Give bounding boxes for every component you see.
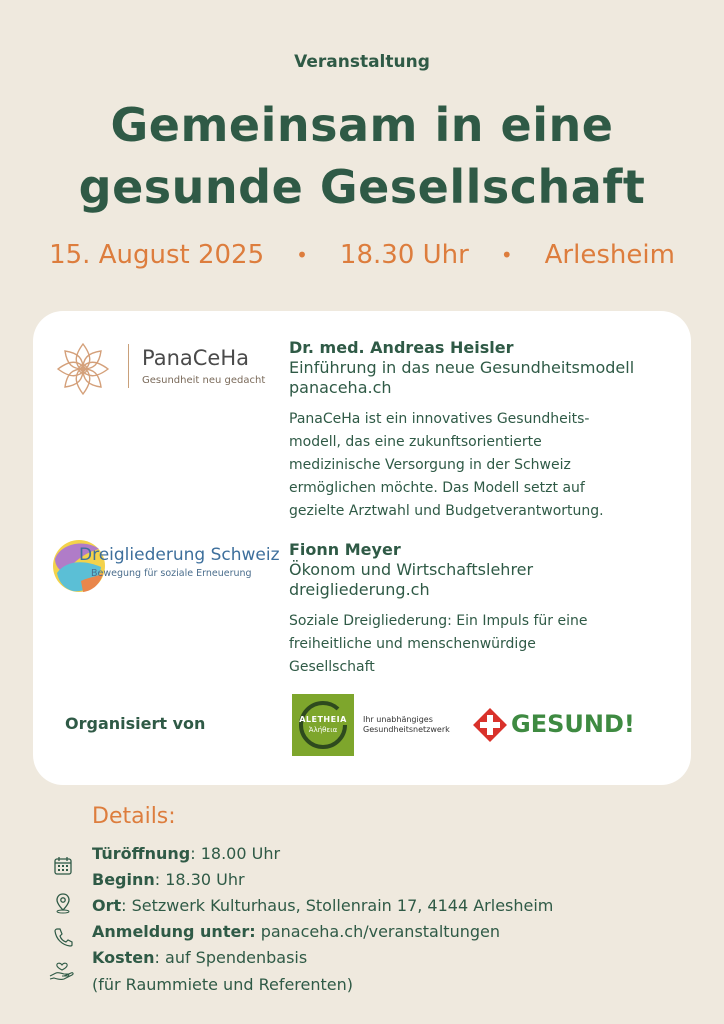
aletheia-logo-line2: Ἀλήθεια [308,726,338,734]
speaker-description [289,610,679,679]
description-line: freiheitliche und menschenwürdige [289,636,536,652]
detail-label: Kosten [92,948,155,967]
meta-separator: • [500,243,513,267]
red-diamond-cross-icon [473,708,507,742]
panaceha-logo-tagline: Gesundheit neu gedacht [142,375,266,386]
detail-separator: : [121,896,132,915]
title-line-1: Gemeinsam in eine [110,98,614,152]
event-time: 18.30 Uhr [339,240,469,270]
speaker-website-link[interactable]: dreigliederung.ch [289,580,430,599]
dreigliederung-logo-name: Dreigliederung Schweiz [79,545,280,565]
event-date: 15. August 2025 [49,240,265,270]
detail-item [92,870,245,890]
registration-link[interactable]: panaceha.ch/veranstaltungen [260,922,500,941]
dreigliederung-logo-tagline: Bewegung für soziale Erneuerung [91,568,252,579]
detail-value: Setzwerk Kulturhaus, Stollenrain 17, 4144 Arlesheim [131,896,554,915]
gesund-logo [473,708,633,742]
speaker-role: Einführung in das neue Gesundheitsmodell [289,358,635,377]
lotus-flower-icon [52,338,114,400]
aletheia-tagline [363,715,450,735]
speaker-website-link[interactable]: panaceha.ch [289,378,392,397]
organizers-label: Organisiert von [65,714,206,733]
meta-separator: • [296,243,308,267]
title-line-2: gesunde Gesellschaft [78,160,646,214]
dreigliederung-logo [51,537,291,597]
description-line: modell, das eine zukunftsorientierte [289,434,542,450]
speaker-block [289,540,679,679]
detail-label: Türöffnung [92,844,191,863]
detail-value: 18.00 Uhr [200,844,281,863]
phone-icon [52,926,74,948]
event-place: Arlesheim [544,240,675,270]
detail-label: Ort [92,896,122,915]
detail-item [92,896,553,916]
detail-item [92,948,307,968]
description-line: medizinische Versorgung in der Schweiz [289,457,571,473]
detail-label: Beginn [92,870,155,889]
hand-heart-icon [48,960,76,982]
panaceha-logo-name: PanaCeHa [142,346,250,370]
detail-label: Anmeldung unter: [92,922,256,941]
speaker-description [289,408,679,523]
aletheia-logo [292,694,354,756]
panaceha-logo [52,338,282,398]
detail-separator: : [190,844,201,863]
speaker-block [289,338,679,523]
event-eyebrow: Veranstaltung [294,52,430,72]
speaker-name: Fionn Meyer [289,540,401,559]
detail-note: (für Raummiete und Referenten) [92,975,354,994]
description-line: Gesellschaft [289,659,375,675]
logo-divider [128,344,129,388]
description-line: ermöglichen möchte. Das Modell setzt auf [289,480,585,496]
detail-value: auf Spendenbasis [165,948,308,967]
speakers-card [33,311,691,785]
description-line: Soziale Dreigliederung: Ein Impuls für eine [289,613,588,629]
calendar-icon [52,855,74,877]
description-line: gezielte Arztwahl und Budgetverantwortung. [289,503,604,519]
event-meta [0,240,724,270]
detail-value: 18.30 Uhr [165,870,245,889]
aletheia-logo-line1: ALETHEIA [299,715,347,724]
speaker-role: Ökonom und Wirtschaftslehrer [289,560,534,579]
location-pin-icon [52,892,74,914]
details-heading: Details: [92,804,176,829]
circle-brush-icon [292,694,354,756]
description-line: PanaCeHa ist ein innovatives Gesundheits- [289,411,590,427]
aletheia-tagline-line: Ihr unabhängiges [363,715,433,724]
gesund-logo-name: GESUND! [511,710,635,738]
detail-item [92,922,500,942]
aletheia-tagline-line: Gesundheitsnetzwerk [363,725,450,734]
event-title [0,94,724,218]
detail-item [92,844,280,864]
detail-separator: : [154,948,166,967]
detail-separator: : [154,870,166,889]
speaker-name: Dr. med. Andreas Heisler [289,338,514,357]
